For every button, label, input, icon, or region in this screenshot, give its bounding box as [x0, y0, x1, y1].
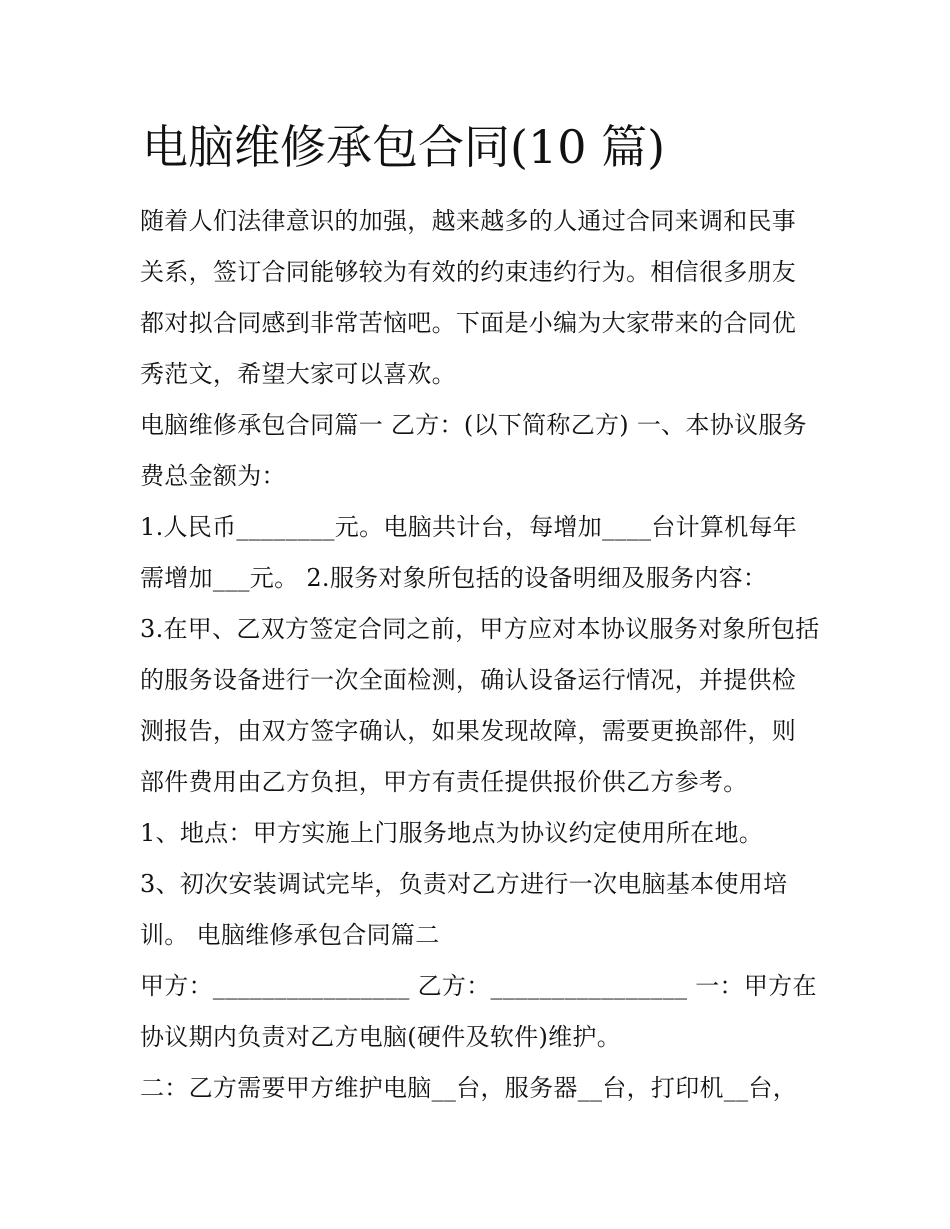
paragraph-location: 1、地点：甲方实施上门服务地点为协议约定使用所在地。 — [140, 819, 764, 847]
paragraph-intro: 随着人们法律意识的加强，越来越多的人通过合同来调和民事关系，签订合同能够较为有效的约束违约行为。相信很多朋友都对拟合同感到非常苦恼吧。下面是小编为大家带来的合同优秀范文，希望大家可以喜欢。 — [140, 207, 797, 388]
paragraph-equipment-count: 二：乙方需要甲方维护电脑__台，服务器__台，打印机__台， — [140, 1074, 797, 1102]
paragraph-contract-one-header: 电脑维修承包合同篇一 乙方：(以下简称乙方) 一、本协议服务费总金额为： — [140, 411, 807, 490]
document-title: 电脑维修承包合同(10 篇) — [142, 120, 666, 174]
paragraph-fee-items: 1.人民币________元。电脑共计台，每增加____台计算机每年需增加___元。 2.服务对象所包括的设备明细及服务内容： — [140, 513, 798, 592]
document-body — [140, 196, 820, 1114]
paragraph-training: 3、初次安装调试完毕，负责对乙方进行一次电脑基本使用培训。 电脑维修承包合同篇二 — [140, 870, 788, 949]
paragraph-parties: 甲方：________________ 乙方：________________ 一：甲方在协议期内负责对乙方电脑(硬件及软件)维护。 — [140, 972, 817, 1051]
paragraph-inspection: 3.在甲、乙双方签定合同之前，甲方应对本协议服务对象所包括的服务设备进行一次全面检测，确认设备运行情况，并提供检测报告，由双方签字确认，如果发现故障，需要更换部件，则部件费用由乙方负担，甲方有责任提供报价供乙方参考。 — [140, 615, 820, 796]
